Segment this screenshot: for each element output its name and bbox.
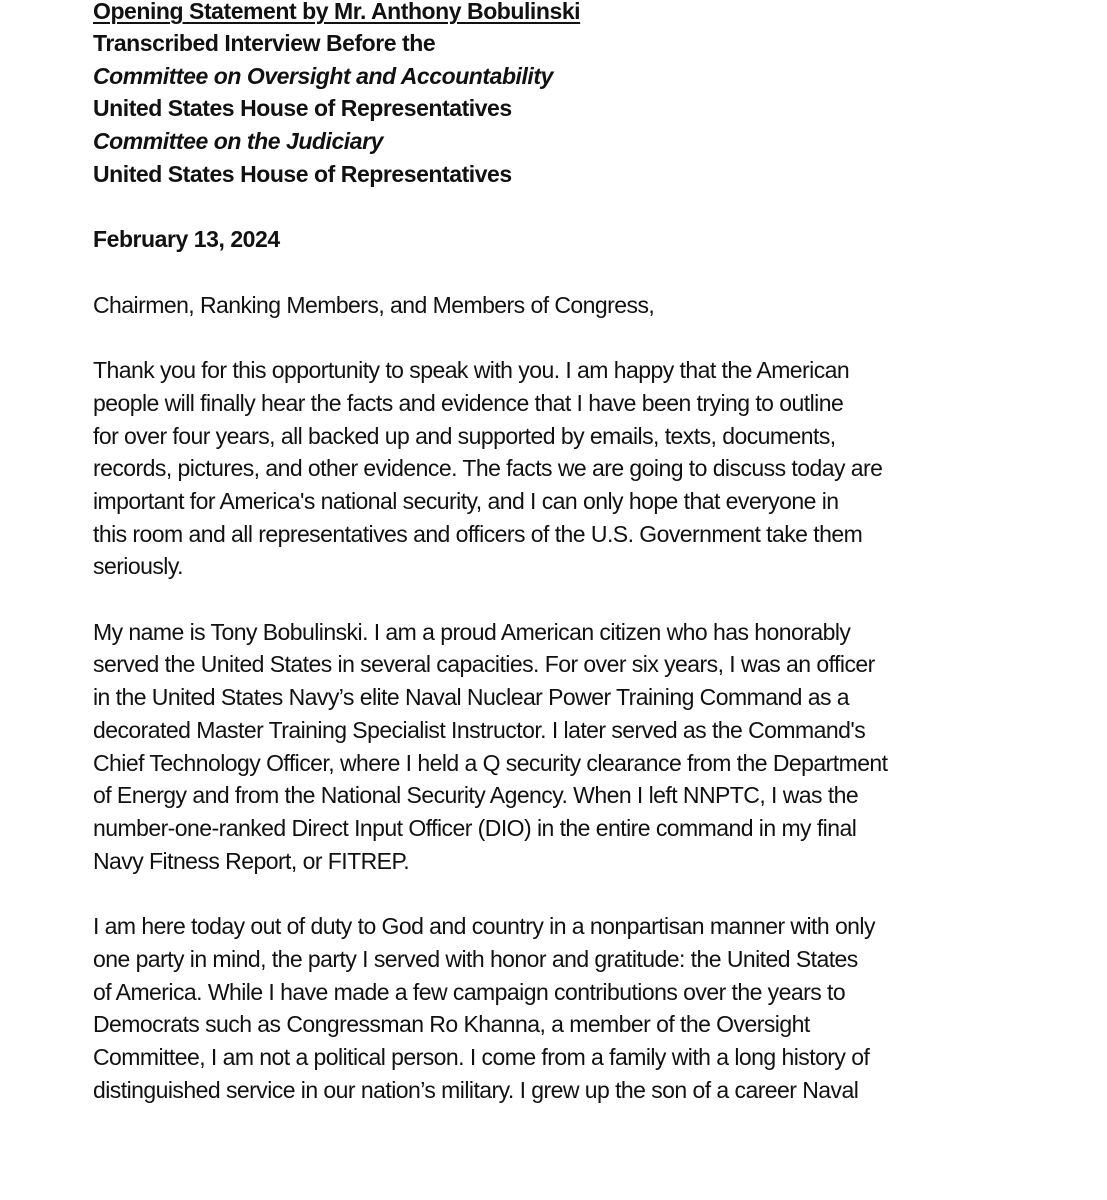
chamber-house-1: United States House of Representatives [93, 95, 512, 121]
paragraph-line: distinguished service in our nation’s military. I grew up the son of a career Naval [93, 1077, 859, 1103]
document-date: February 13, 2024 [93, 226, 280, 252]
paragraph-line: Committee, I am not a political person. I come from a family with a long history of [93, 1044, 870, 1070]
chamber-house-2: United States House of Representatives [93, 161, 512, 187]
paragraph-line: Navy Fitness Report, or FITREP. [93, 848, 410, 874]
document-subtitle: Transcribed Interview Before the [93, 30, 436, 56]
paragraph-line: number-one-ranked Direct Input Officer (DIO) in the entire command in my final [93, 815, 857, 841]
paragraph-line: one party in mind, the party I served with honor and gratitude: the United States [93, 946, 858, 972]
paragraph-line: I am here today out of duty to God and country in a nonpartisan manner with only [93, 913, 875, 939]
committee-judiciary: Committee on the Judiciary [93, 128, 383, 154]
paragraph-line: records, pictures, and other evidence. The facts we are going to discuss today are [93, 455, 883, 481]
paragraph-line: Chief Technology Officer, where I held a Q security clearance from the Department [93, 750, 888, 776]
paragraph-line: this room and all representatives and officers of the U.S. Government take them [93, 521, 863, 547]
paragraph-line: Thank you for this opportunity to speak with you. I am happy that the American [93, 357, 850, 383]
committee-oversight: Committee on Oversight and Accountability [93, 63, 553, 89]
paragraph-line: Democrats such as Congressman Ro Khanna, a member of the Oversight [93, 1011, 810, 1037]
paragraph-line: for over four years, all backed up and supported by emails, texts, documents, [93, 423, 836, 449]
paragraph-line: important for America's national security, and I can only hope that everyone in [93, 488, 839, 514]
document-title: Opening Statement by Mr. Anthony Bobulinski [93, 0, 581, 24]
paragraph-line: My name is Tony Bobulinski. I am a proud American citizen who has honorably [93, 619, 851, 645]
paragraph-line: in the United States Navy’s elite Naval Nuclear Power Training Command as a [93, 684, 850, 710]
paragraph-line: of Energy and from the National Security Agency. When I left NNPTC, I was the [93, 782, 859, 808]
paragraph-line: people will finally hear the facts and evidence that I have been trying to outline [93, 390, 844, 416]
salutation: Chairmen, Ranking Members, and Members of Congress, [93, 292, 655, 318]
paragraph-line: seriously. [93, 553, 183, 579]
paragraph-line: decorated Master Training Specialist Instructor. I later served as the Command's [93, 717, 866, 743]
paragraph-line: served the United States in several capacities. For over six years, I was an officer [93, 651, 875, 677]
paragraph-line: of America. While I have made a few campaign contributions over the years to [93, 979, 846, 1005]
